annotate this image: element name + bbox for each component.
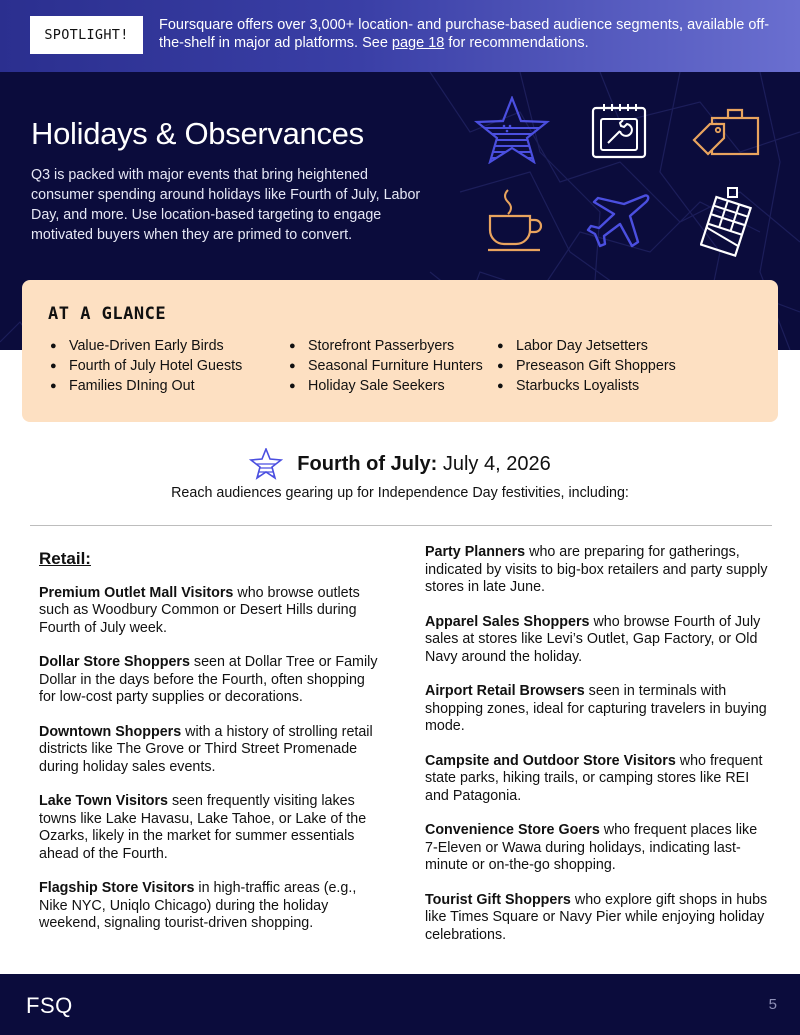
list-item xyxy=(425,544,770,597)
hero-description: Q3 is packed with major events that bring heightened consumer spending around holidays like Fourth of July, Labor Day, and more. Use location-based targeting to engage motivated buyers when they are primed to convert. xyxy=(31,167,421,243)
item-text: seen at Dollar Tree or Family Dollar in the days before the Fourth, often shopping for low-cost party supplies or decorations. xyxy=(39,654,378,705)
left-column xyxy=(39,548,379,950)
page-link[interactable]: page 18 xyxy=(391,35,445,51)
item-text: with a history of strolling retail districts like The Grove or Third Street Promenade during holiday sales events. xyxy=(39,723,373,775)
list-item: ● Holiday Sale Seekers xyxy=(289,376,483,396)
spotlight-text-before: Foursquare offers over 3,000+ location- and purchase-based audience segments, available off-the-shelf in major ad platforms. See xyxy=(159,17,770,51)
section-subtitle: Reach audiences gearing up for Independence Day festivities, including: xyxy=(171,485,629,501)
calendar-wrench-icon xyxy=(590,102,648,165)
list-item xyxy=(425,614,770,667)
star-flag-icon xyxy=(249,448,283,480)
item-name: Tourist Gift Shoppers xyxy=(425,891,571,908)
shopping-bag-tag-icon xyxy=(692,106,762,165)
item-text: who explore gift shops in hubs like Times Square or Navy Pier while enjoying holiday celebrations. xyxy=(425,891,768,943)
list-item: ● Seasonal Furniture Hunters xyxy=(289,356,483,376)
list-item xyxy=(425,822,770,875)
item-text: seen in terminals with shopping zones, ideal for capturing travelers in buying mode. xyxy=(425,683,767,734)
list-item: ● Families DIning Out xyxy=(50,376,242,396)
item-name: Convenience Store Goers xyxy=(425,822,600,838)
list-item: ● Labor Day Jetsetters xyxy=(497,336,676,356)
section-title-bold: Fourth of July: xyxy=(297,452,438,475)
list-item xyxy=(425,753,770,806)
right-column xyxy=(425,544,770,961)
list-item: ● Storefront Passerbyers xyxy=(289,336,483,356)
at-a-glance-box xyxy=(22,280,778,422)
glance-column-1 xyxy=(50,336,242,396)
fsq-logo: FSQ xyxy=(26,993,73,1018)
page-title: Holidays & Observances xyxy=(31,116,364,151)
list-item: ● Fourth of July Hotel Guests xyxy=(50,356,242,376)
item-text: in high-traffic areas (e.g., Nike NYC, Uniqlo Chicago) during the holiday weekend, signaling tourist-driven shopping. xyxy=(39,880,357,931)
list-item: ● Value-Driven Early Birds xyxy=(50,336,242,356)
list-item xyxy=(39,724,379,777)
item-text: who frequent places like 7-Eleven or Wawa during holidays, indicating last-minute or on-the-go shopping. xyxy=(425,822,758,873)
glance-column-3 xyxy=(497,336,676,396)
item-name: Campsite and Outdoor Store Visitors xyxy=(425,752,676,769)
item-name: Airport Retail Browsers xyxy=(425,683,585,699)
divider xyxy=(30,525,772,526)
list-item: ● Starbucks Loyalists xyxy=(497,376,676,396)
spotlight-tag: SPOTLIGHT! xyxy=(30,16,143,54)
list-item xyxy=(39,880,379,933)
section-date: July 4, 2026 xyxy=(442,452,551,475)
spotlight-text xyxy=(159,16,779,52)
item-name: Dollar Store Shoppers xyxy=(39,654,190,670)
item-text: seen frequently visiting lakes towns like Lake Havasu, Lake Tahoe, or Lake of the Ozarks, likely in the market for summer essentials ahead of the Fourth. xyxy=(39,793,367,862)
list-item: ● Preseason Gift Shoppers xyxy=(497,356,676,376)
item-text: who browse Fourth of July sales at stores like Levi’s Outlet, Gap Factory, or Old Navy around the holiday. xyxy=(425,613,761,665)
section-heading xyxy=(0,448,800,485)
item-name: Party Planners xyxy=(425,544,526,560)
footer xyxy=(0,974,800,1035)
list-item xyxy=(425,683,770,736)
list-item xyxy=(39,654,379,707)
glance-column-2 xyxy=(289,336,483,396)
item-name: Lake Town Visitors xyxy=(39,793,168,809)
glance-title: AT A GLANCE xyxy=(48,304,167,324)
spotlight-text-after: for recommendations. xyxy=(444,35,589,51)
list-item xyxy=(425,892,770,945)
list-item xyxy=(39,585,379,638)
list-item xyxy=(39,793,379,863)
item-text: who browse outlets such as Woodbury Common or Desert Hills during Fourth of July week. xyxy=(39,584,360,636)
item-name: Apparel Sales Shoppers xyxy=(425,613,590,630)
item-name: Downtown Shoppers xyxy=(39,723,182,740)
airplane-icon xyxy=(586,192,652,253)
coffee-cup-icon xyxy=(486,188,546,259)
item-text: who frequent state parks, hiking trails, or camping stores like REI and Patagonia. xyxy=(425,752,763,804)
page-number: 5 xyxy=(768,996,777,1013)
item-name: Premium Outlet Mall Visitors xyxy=(39,584,234,601)
item-name: Flagship Store Visitors xyxy=(39,880,195,896)
item-text: who are preparing for gatherings, indicated by visits to big-box retailers and party supply stores in late June. xyxy=(425,544,768,595)
chocolate-bar-icon xyxy=(700,186,756,263)
retail-heading: Retail: xyxy=(39,549,91,568)
star-flag-icon xyxy=(474,96,550,169)
section-title xyxy=(249,448,550,480)
spotlight-banner xyxy=(0,0,800,72)
